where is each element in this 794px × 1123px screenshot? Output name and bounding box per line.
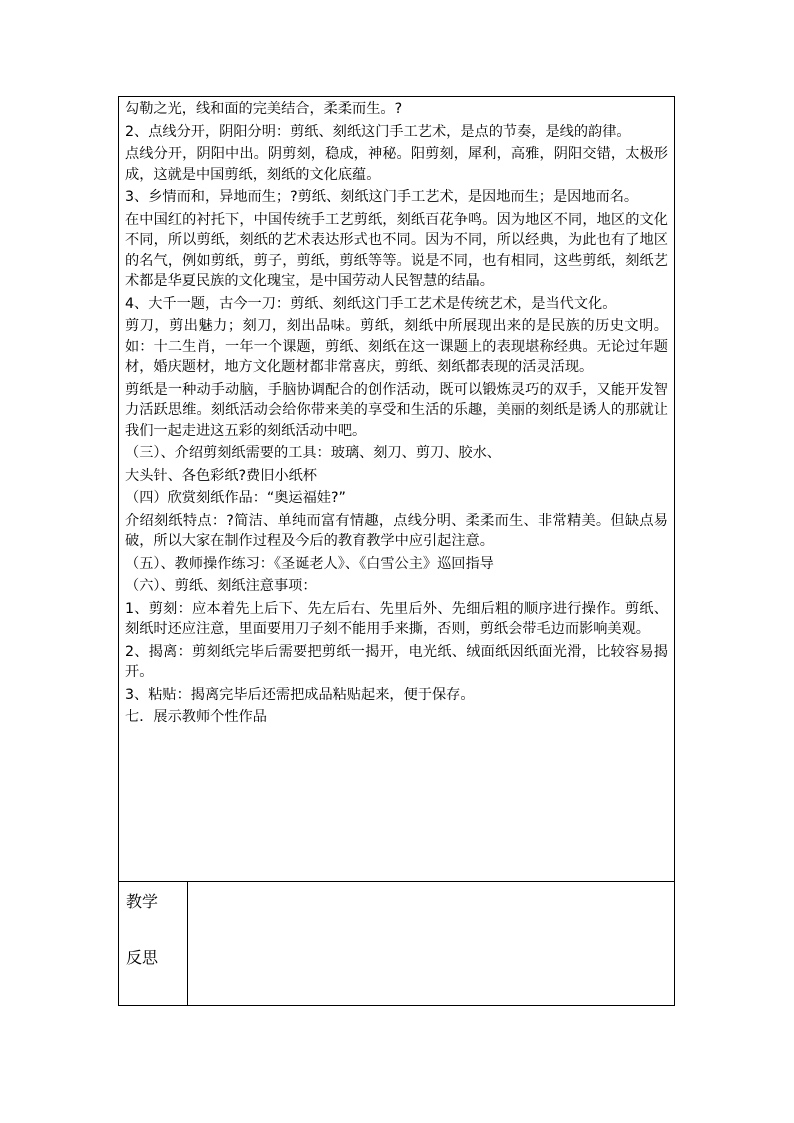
paragraph: （五）、教师操作练习：《圣诞老人》、《白雪公主》巡回指导 [125, 555, 494, 572]
paragraph: （六）、剪纸、刻纸注意事项： [125, 578, 317, 594]
paragraph: 2、揭离：剪刻纸完毕后需要把剪纸一揭开，电光纸、绒面纸因纸面光滑，比较容易揭开。 [125, 643, 668, 680]
paragraph: 剪刀，剪出魅力；刻刀，刻出品味。剪纸，刻纸中所展现出来的是民族的历史文明。如：十二生肖，一年一个课题，剪纸、刻纸在这一课题上的表现堪称经典。无论过年题材，婚庆题材，地方文化题材都非常喜庆，剪纸、刻纸都表现的活灵活现。 [125, 318, 668, 375]
reflection-body-cell [188, 882, 674, 1005]
paragraph: 大头针、各色彩纸?费旧小纸杯 [125, 467, 317, 484]
reflection-label-line1: 教学 [126, 892, 159, 911]
lesson-table [118, 96, 675, 1006]
reflection-label-line2: 反思 [126, 948, 159, 967]
paragraph: 2、点线分开，阴阳分明：剪纸、刻纸这门手工艺术，是点的节奏，是线的韵律。 [125, 123, 631, 140]
paragraph: （三）、介绍剪刻纸需要的工具：玻璃、刻刀、剪刀、胶水、 [125, 445, 501, 461]
content-cell [119, 97, 674, 882]
paragraph: （四）欣赏刻纸作品：“奥运福娃?” [125, 490, 346, 506]
paragraph: 剪纸是一种动手动脑，手脑协调配合的创作活动，既可以锻炼灵巧的双手，又能开发智力活跃思维。刻纸活动会给你带来美的享受和生活的乐趣，美丽的刻纸是诱人的那就让我们一起走进这五彩的刻纸活动中吧。 [125, 381, 668, 439]
paragraph: 点线分开，阴阳中出。阴剪刻，稳成，神秘。阳剪刻，犀利，高雅，阴阳交错，太极形成，这就是中国剪纸，刻纸的文化底蕴。 [125, 146, 668, 183]
paragraph: 3、乡情而和，异地而生；?剪纸、刻纸这门手工艺术，是因地而生；是因地而名。 [125, 189, 639, 205]
paragraph: 在中国红的衬托下，中国传统手工艺剪纸，刻纸百花争鸣。因为地区不同，地区的文化不同，所以剪纸，刻纸的艺术表达形式也不同。因为不同，所以经典，为此也有了地区的名气，例如剪纸，剪子，剪纸，剪纸等等。说是不同，也有相同，这些剪纸，刻纸艺术都是华夏民族的文化瑰宝，是中国劳动人民智慧的结晶。 [125, 211, 668, 289]
paragraph: 七．展示教师个性作品 [125, 709, 267, 725]
paragraph: 4、大千一题，古今一刀：剪纸、刻纸这门手工艺术是传统艺术，是当代文化。 [125, 295, 617, 312]
reflection-label-cell [119, 882, 188, 1005]
paragraph: 3、粘贴：揭离完毕后还需把成品粘贴起来，便于保存。 [125, 686, 475, 703]
paragraph: 1、剪刻：应本着先上后下、先左后右、先里后外、先细后粗的顺序进行操作。剪纸、刻纸时还应注意，里面要用刀子刻不能用手来撕，否则，剪纸会带毛边而影响美观。 [125, 600, 668, 637]
paragraph: 勾勒之光，线和面的完美结合，柔柔而生。? [125, 101, 403, 117]
paragraph: 介绍刻纸特点：?简洁、单纯而富有情趣，点线分明、柔柔而生、非常精美。但缺点易破，所以大家在制作过程及今后的教育教学中应引起注意。 [125, 512, 668, 549]
